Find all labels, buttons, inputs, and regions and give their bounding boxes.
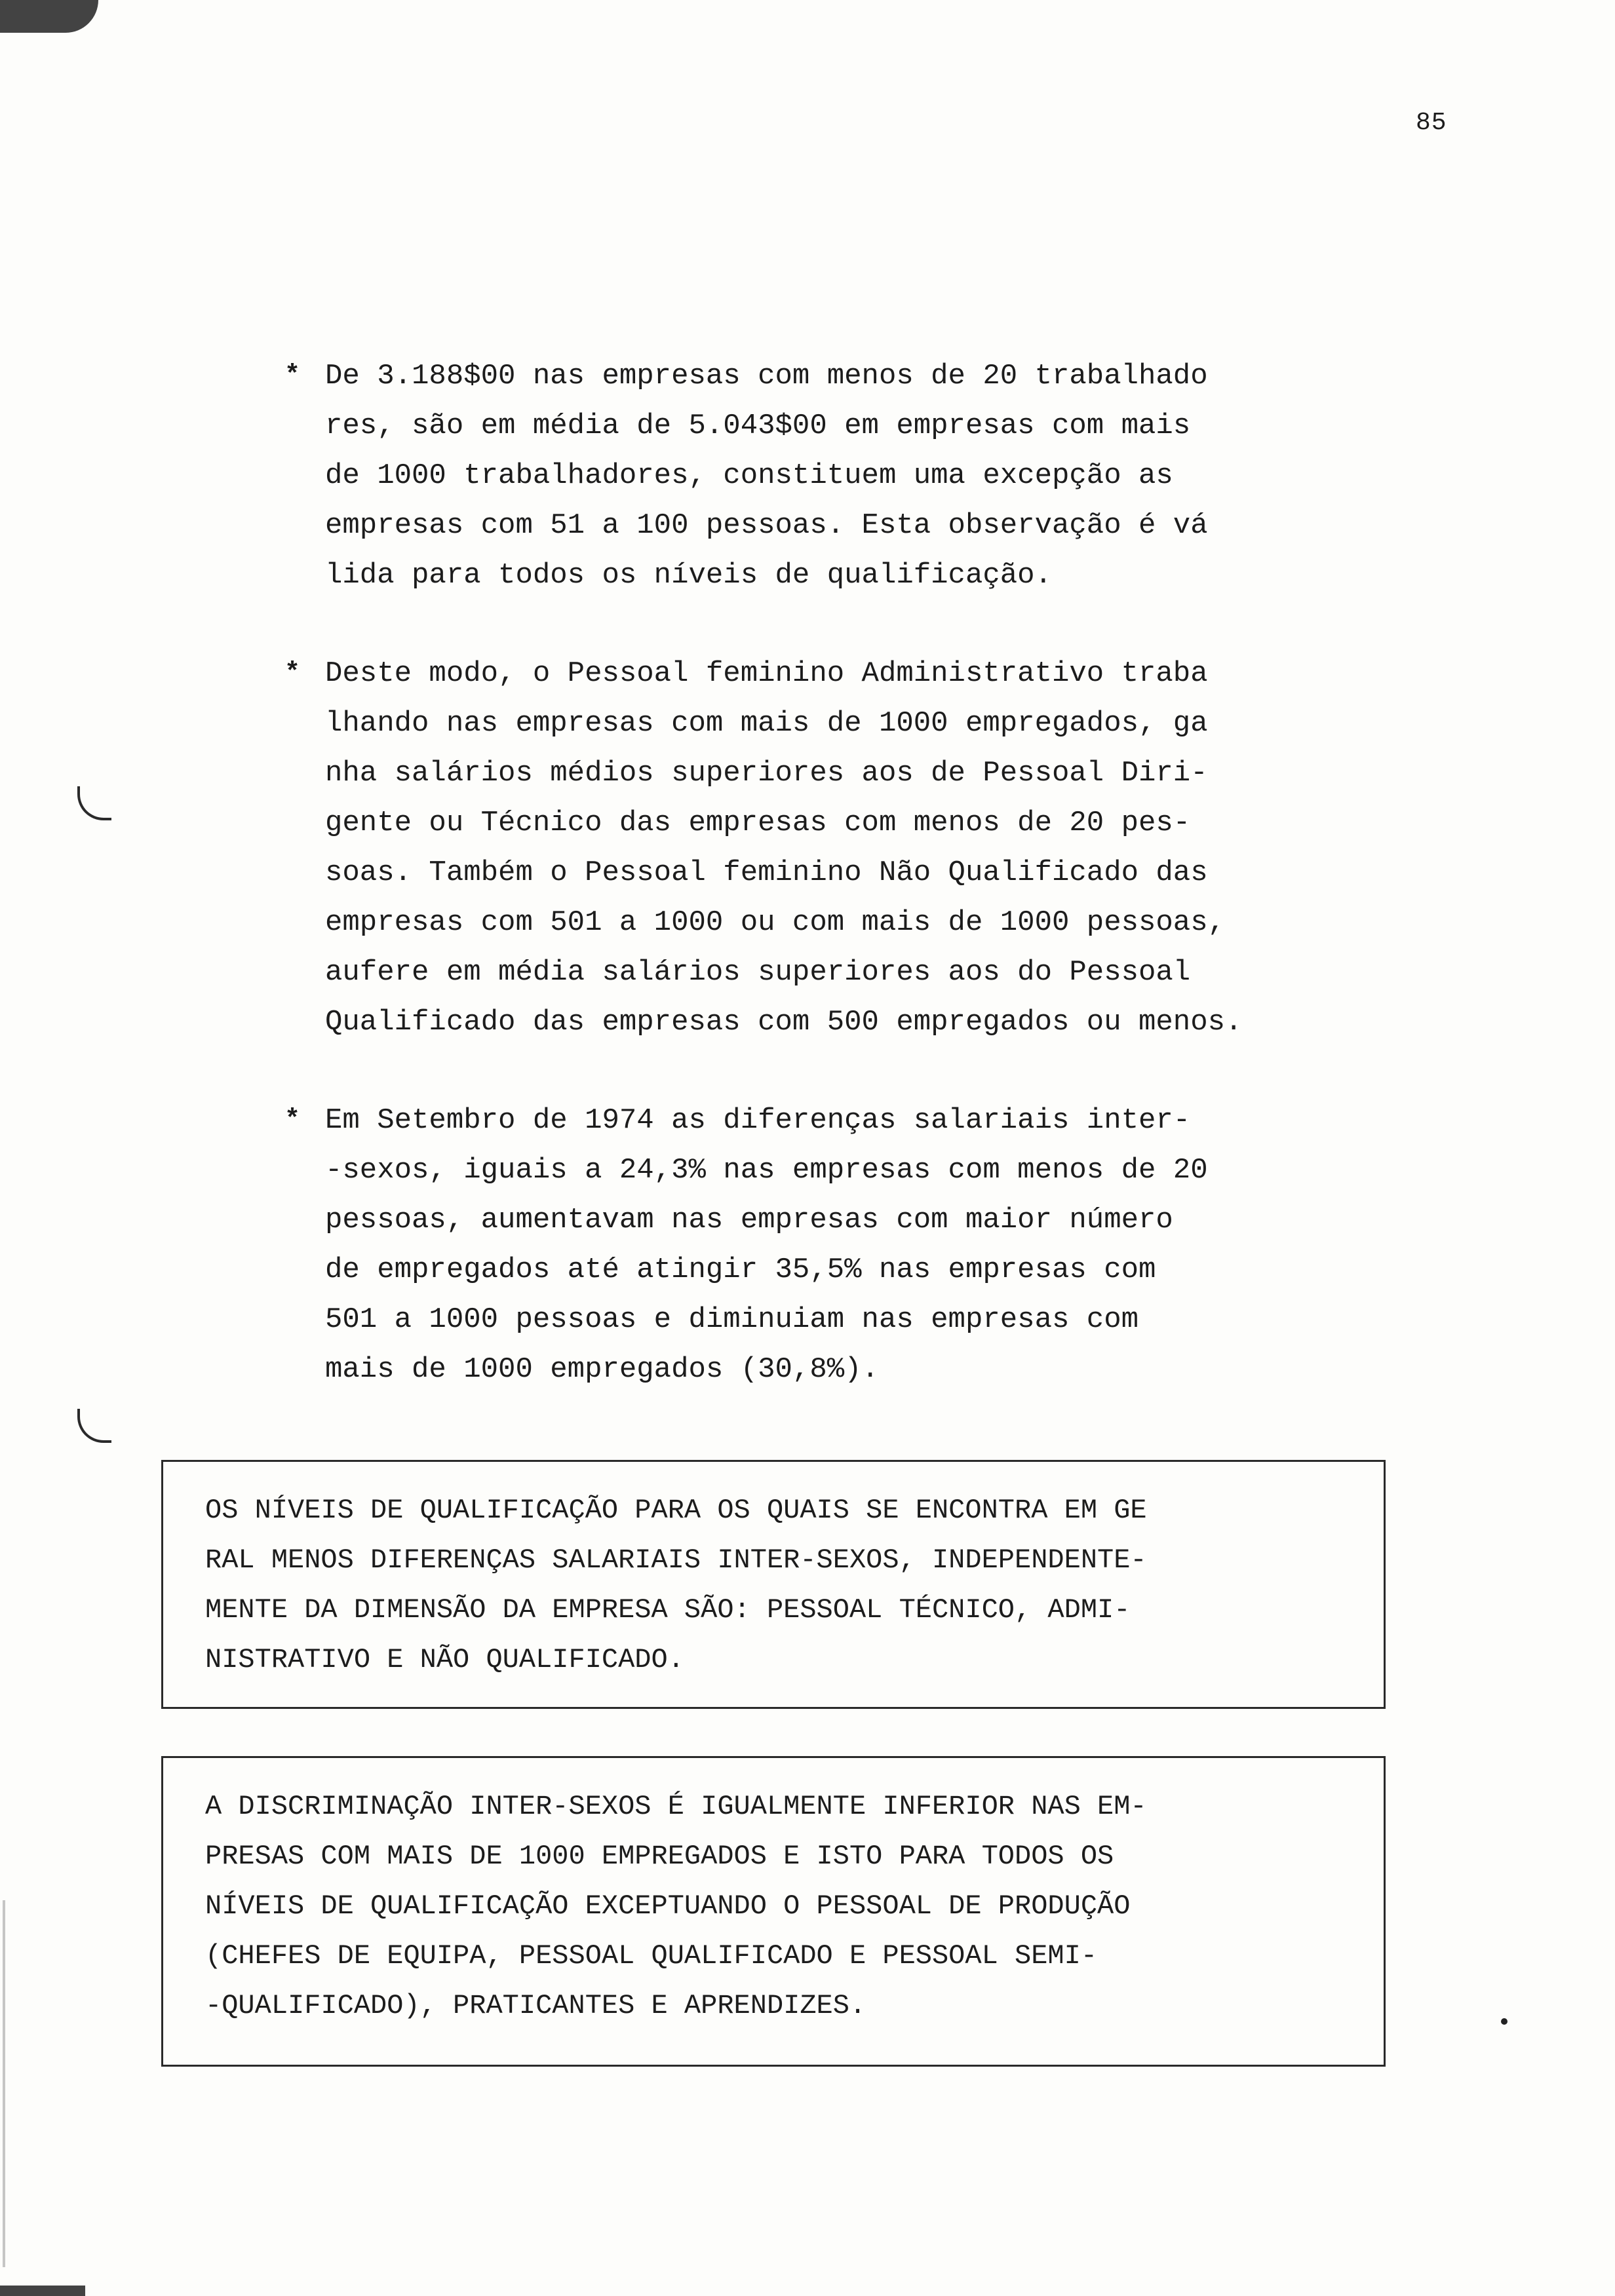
bullet-paragraph-1 (282, 351, 1422, 600)
scan-dot (1501, 2018, 1508, 2025)
line-text: de empregados até atingir 35,5% nas empresas com (325, 1253, 1156, 1286)
line-text: gente ou Técnico das empresas com menos de 20 pes- (325, 807, 1191, 839)
line-text: -sexos, iguais a 24,3% nas empresas com menos de 20 (325, 1154, 1208, 1187)
box-line: (CHEFES DE EQUIPA, PESSOAL QUALIFICADO E PESSOAL SEMI- (205, 1940, 1098, 1972)
line-text: de 1000 trabalhadores, constituem uma excepção as (325, 459, 1173, 492)
line-text: aufere em média salários superiores aos do Pessoal (325, 956, 1191, 989)
scan-edge-left (3, 1900, 5, 2267)
line-text: Qualificado das empresas com 500 empregados ou menos. (325, 1006, 1243, 1039)
page-number: 85 (1416, 109, 1447, 137)
line-text: lida para todos os níveis de qualificação. (325, 559, 1052, 592)
box-line: MENTE DA DIMENSÃO DA EMPRESA SÃO: PESSOAL TÉCNICO, ADMI- (205, 1594, 1131, 1626)
paragraph-line (282, 1145, 1422, 1195)
line-text: nha salários médios superiores aos de Pessoal Diri- (325, 757, 1208, 790)
paragraph-line (282, 898, 1422, 947)
binder-hole-mark-1 (77, 786, 111, 820)
bullet-star-icon: * (284, 361, 301, 391)
binder-hole-mark-2 (77, 1409, 111, 1443)
conclusion-box-1 (161, 1460, 1386, 1709)
line-text: empresas com 51 a 100 pessoas. Esta observação é vá (325, 509, 1208, 542)
line-text: 501 a 1000 pessoas e diminuiam nas empresas com (325, 1303, 1139, 1336)
scan-smudge-bottom-left (0, 2286, 85, 2296)
paragraph-line (282, 848, 1422, 898)
line-text: mais de 1000 empregados (30,8%). (325, 1353, 879, 1386)
paragraph-line (282, 1096, 1422, 1145)
paragraph-line (282, 1345, 1422, 1394)
paragraph-line (282, 798, 1422, 848)
paragraph-line (282, 351, 1422, 401)
paragraph-line (282, 451, 1422, 501)
paragraph-line (282, 649, 1422, 698)
line-text: empresas com 501 a 1000 ou com mais de 1000 pessoas, (325, 906, 1226, 939)
paragraph-line (282, 1295, 1422, 1345)
conclusion-box-2 (161, 1756, 1386, 2067)
line-text: lhando nas empresas com mais de 1000 empregados, ga (325, 707, 1208, 740)
bullet-paragraph-2 (282, 649, 1422, 1047)
paragraph-line (282, 401, 1422, 451)
paragraph-line (282, 997, 1422, 1047)
paragraph-line (282, 1195, 1422, 1245)
line-text: pessoas, aumentavam nas empresas com maior número (325, 1204, 1173, 1236)
paragraph-line (282, 1245, 1422, 1295)
paragraph-line (282, 550, 1422, 600)
line-text: res, são em média de 5.043$00 em empresas com mais (325, 410, 1191, 442)
box-line: NÍVEIS DE QUALIFICAÇÃO EXCEPTUANDO O PESSOAL DE PRODUÇÃO (205, 1890, 1131, 1922)
box-line: NISTRATIVO E NÃO QUALIFICADO. (205, 1644, 684, 1675)
line-text: De 3.188$00 nas empresas com menos de 20 trabalhado (325, 360, 1208, 392)
line-text: Deste modo, o Pessoal feminino Administrativo traba (325, 657, 1208, 690)
bullet-star-icon: * (284, 659, 301, 688)
box-line: RAL MENOS DIFERENÇAS SALARIAIS INTER-SEXOS, INDEPENDENTE- (205, 1544, 1147, 1576)
line-text: soas. Também o Pessoal feminino Não Qualificado das (325, 856, 1208, 889)
box-line: OS NÍVEIS DE QUALIFICAÇÃO PARA OS QUAIS SE ENCONTRA EM GE (205, 1495, 1147, 1526)
paragraph-line (282, 698, 1422, 748)
scan-smudge-top-left (0, 0, 98, 33)
bullet-paragraph-3 (282, 1096, 1422, 1394)
paragraph-line (282, 947, 1422, 997)
bullet-star-icon: * (284, 1105, 301, 1135)
paragraph-line (282, 748, 1422, 798)
paragraph-line (282, 501, 1422, 550)
line-text: Em Setembro de 1974 as diferenças salariais inter- (325, 1104, 1191, 1137)
box-line: A DISCRIMINAÇÃO INTER-SEXOS É IGUALMENTE INFERIOR NAS EM- (205, 1791, 1147, 1822)
box-line: -QUALIFICADO), PRATICANTES E APRENDIZES. (205, 1990, 866, 2021)
box-line: PRESAS COM MAIS DE 1000 EMPREGADOS E ISTO PARA TODOS OS (205, 1841, 1114, 1872)
